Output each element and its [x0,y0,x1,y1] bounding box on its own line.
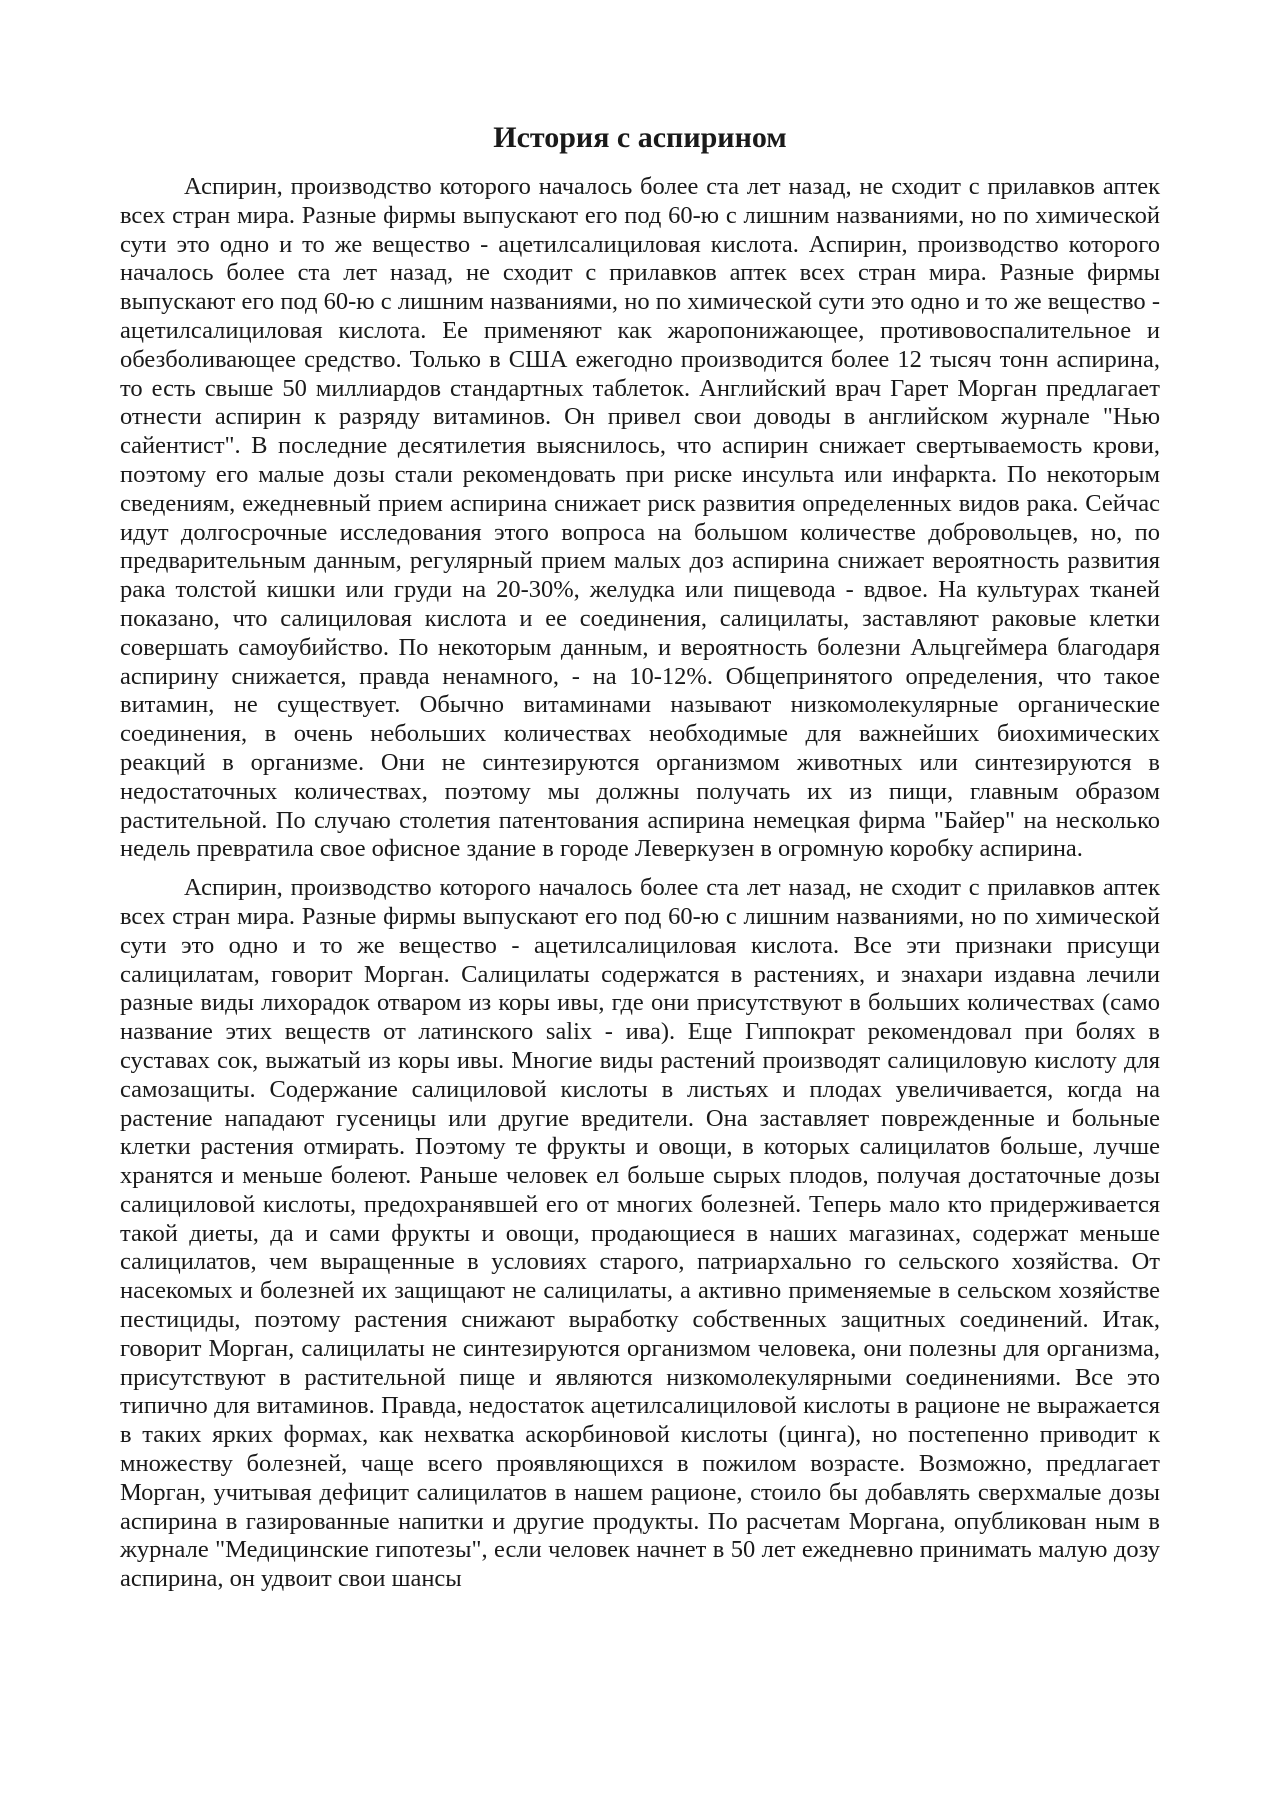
paragraph-2: Аспирин, производство которого началось более ста лет назад, не сходит с прилавков аптек всех стран мира. Разные фирмы выпускают его под 60-ю с лишним названиями, но по химической сути это одно и то же вещество - ацетилсалициловая кислота. Все эти признаки присущи салицилатам, говорит Морган. Салицилаты содержатся в растениях, и знахари издавна лечили разные виды лихорадок отваром из коры ивы, где они присутствуют в больших количествах (само название этих веществ от латинского salix - ива). Еще Гиппократ рекомендовал при болях в суставах сок, выжатый из коры ивы. Многие виды растений производят салициловую кислоту для самозащиты. Содержание салициловой кислоты в листьях и плодах увеличивается, когда на растение нападают гусеницы или другие вредители. Она заставляет поврежденные и больные клетки растения отмирать. Поэтому те фрукты и овощи, в которых салицилатов больше, лучше хранятся и меньше болеют. Раньше человек ел больше сырых плодов, получая достаточные дозы салициловой кислоты, предохранявшей его от многих болезней. Теперь мало кто придерживается такой диеты, да и сами фрукты и овощи, продающиеся в наших магазинах, содержат меньше салицилатов, чем выращенные в условиях старого, патриархально го сельского хозяйства. От насекомых и болезней их защищают не салицилаты, а активно применяемые в сельском хозяйстве пестициды, поэтому растения снижают выработку собственных защитных соединений. Итак, говорит Морган, салицилаты не синтезируются организмом человека, они полезны для организма, присутствуют в растительной пище и являются низкомолекулярными соединениями. Все это типично для витаминов. Правда, недостаток ацетилсалициловой кислоты в рационе не выражается в таких ярких формах, как нехватка аскорбиновой кислоты (цинга), но постепенно приводит к множеству болезней, чаще всего проявляющихся в пожилом возрасте. Возможно, предлагает Морган, учитывая дефицит салицилатов в нашем рационе, стоило бы добавлять сверхмалые дозы аспирина в газированные напитки и другие продукты. По расчетам Моргана, опубликован ным в журнале "Медицинские гипотезы", если человек начнет в 50 лет ежедневно принимать малую дозу аспирина, он удвоит свои шансы [120,874,1160,1593]
document-title: История с аспирином [493,121,787,154]
document-body [120,173,1160,1604]
paragraph-1: Аспирин, производство которого началось более ста лет назад, не сходит с прилавков аптек всех стран мира. Разные фирмы выпускают его под 60-ю с лишним названиями, но по химической сути это одно и то же вещество - ацетилсалициловая кислота. Аспирин, производство которого началось более ста лет назад, не сходит с прилавков аптек всех стран мира. Разные фирмы выпускают его под 60-ю с лишним названиями, но по химической сути это одно и то же вещество - ацетилсалициловая кислота. Ее применяют как жаропонижающее, противовоспалительное и обезболивающее средство. Только в США ежегодно производится более 12 тысяч тонн аспирина, то есть свыше 50 миллиардов стандартных таблеток. Английский врач Гарет Морган предлагает отнести аспирин к разряду витаминов. Он привел свои доводы в английском журнале "Нью сайентист". В последние десятилетия выяснилось, что аспирин снижает свертываемость крови, поэтому его малые дозы стали рекомендовать при риске инсульта или инфаркта. По некоторым сведениям, ежедневный прием аспирина снижает риск развития определенных видов рака. Сейчас идут долгосрочные исследования этого вопроса на большом количестве добровольцев, но, по предварительным данным, регулярный прием малых доз аспирина снижает вероятность развития рака толстой кишки или груди на 20-30%, желудка или пищевода - вдвое. На культурах тканей показано, что салициловая кислота и ее соединения, салицилаты, заставляют раковые клетки совершать самоубийство. По некоторым данным, и вероятность болезни Альцгеймера благодаря аспирину снижается, правда ненамного, - на 10-12%. Общепринятого определения, что такое витамин, не существует. Обычно витаминами называют низкомолекулярные органические соединения, в очень небольших количествах необходимые для важнейших биохимических реакций в организме. Они не синтезируются организмом животных или синтезируются в недостаточных количествах, поэтому мы должны получать их из пищи, главным образом растительной. По случаю столетия патентования аспирина немецкая фирма "Байер" на несколько недель превратила свое офисное здание в городе Леверкузен в огромную коробку аспирина. [120,173,1160,863]
